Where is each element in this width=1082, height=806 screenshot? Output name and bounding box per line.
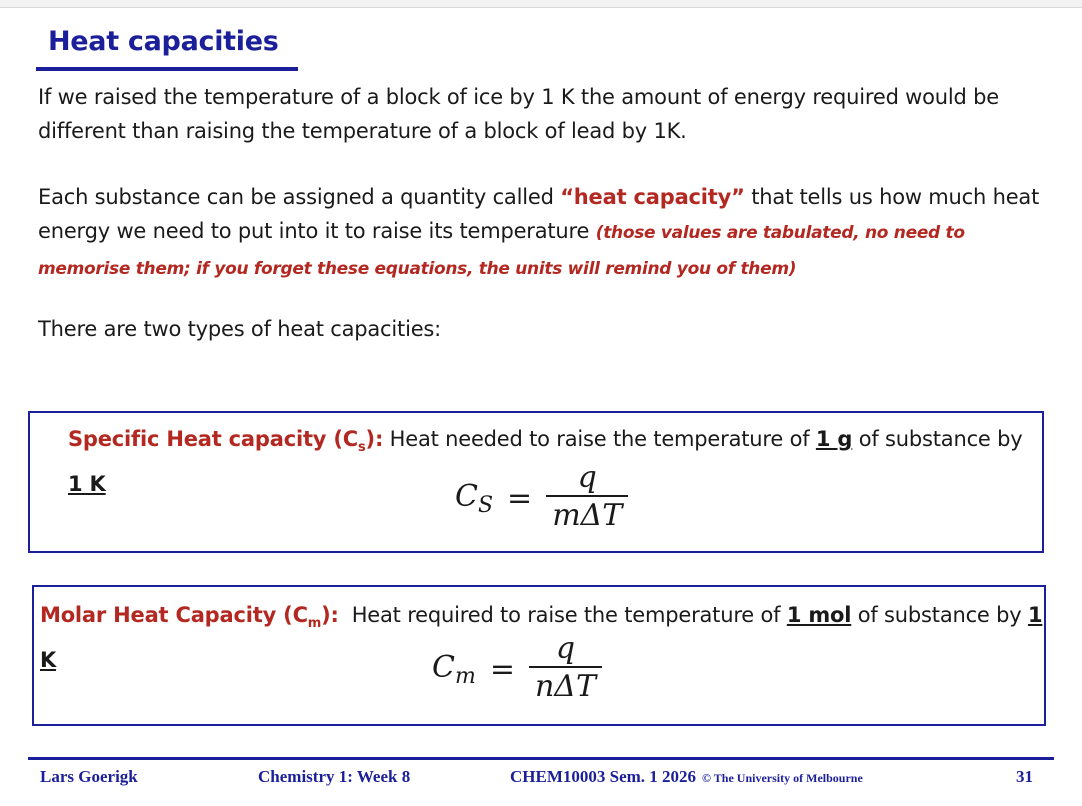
paragraph2-note: (those values are tabulated, no need to memorise them; if you forget these equations, the units will remind you of them) — [38, 223, 965, 279]
formula-fraction — [546, 461, 628, 535]
formula-fraction — [529, 632, 602, 706]
specific-text-pre: Heat needed to raise the temperature of — [383, 427, 816, 451]
footer-course: Chemistry 1: Week 8 — [258, 767, 411, 786]
formula-numerator: q — [555, 631, 576, 666]
window-top-strip — [0, 0, 1082, 8]
slide-title: Heat capacities — [48, 26, 279, 57]
title-underline — [36, 67, 298, 71]
molar-text-pre: Heat required to raise the temperature of — [338, 603, 787, 627]
molar-heat-box — [32, 585, 1046, 726]
specific-amount: 1 g — [815, 427, 853, 451]
types-intro: There are two types of heat capacities: — [38, 317, 442, 341]
intro-paragraph: If we raised the temperature of a block of ice by 1 K the amount of energy required would be different than raising the temperature of a block of lead by 1K. — [38, 85, 1000, 143]
paragraph2-pre: Each substance can be assigned a quantity called — [38, 185, 561, 209]
formula-equals: = — [507, 480, 533, 516]
specific-heat-box — [28, 411, 1044, 553]
specific-temp: 1 K — [68, 472, 106, 497]
specific-text-mid: of substance by — [852, 427, 1023, 451]
formula-lhs: $C_S$ — [455, 478, 494, 518]
heat-capacity-paragraph — [38, 180, 1058, 286]
specific-heat-label: Specific Heat capacity $(C_s)$: — [68, 427, 384, 456]
formula-equals: = — [489, 651, 515, 687]
molar-heat-label: Molar Heat Capacity $(C_m)$: — [40, 603, 339, 632]
formula-denominator: nΔT — [534, 669, 596, 704]
page-number: 31 — [1016, 767, 1033, 786]
footer-copyright: © The University of Melbourne — [702, 771, 863, 785]
molar-text-mid: of substance by — [851, 603, 1028, 627]
footer-subject — [510, 767, 863, 787]
molar-temp: 1 K — [40, 603, 1043, 673]
formula-numerator: q — [577, 460, 597, 495]
paragraph2-post: that tells us how much heat energy we need to put into it to raise its temperature — [38, 185, 1040, 243]
heat-capacity-term: “heat capacity” — [560, 185, 745, 209]
footer-author: Lars Goerigk — [40, 767, 138, 786]
specific-heat-formula — [455, 461, 628, 535]
footer-rule — [28, 757, 1054, 760]
molar-heat-formula — [432, 632, 602, 706]
footer-subject-code: CHEM10003 Sem. 1 2026 — [510, 767, 697, 786]
formula-denominator: mΔT — [552, 498, 623, 533]
molar-amount: 1 mol — [786, 603, 852, 627]
formula-lhs: $C_m$ — [432, 649, 476, 689]
